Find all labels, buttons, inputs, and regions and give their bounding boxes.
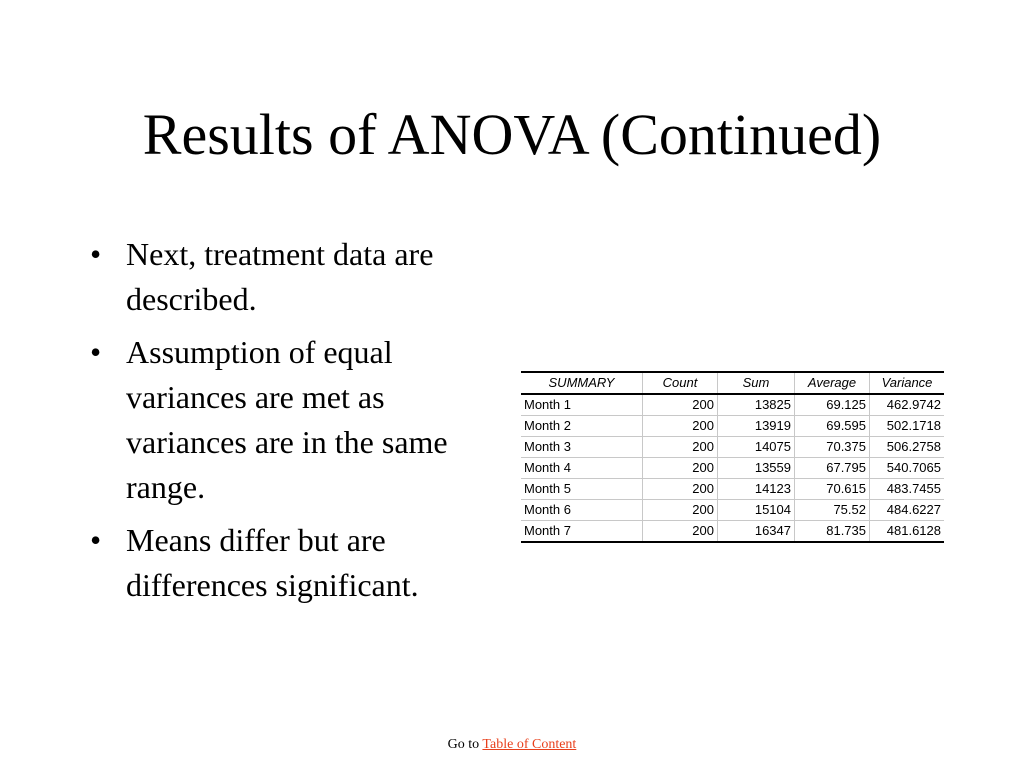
row-label: Month 5	[521, 479, 643, 500]
table-of-content-link[interactable]: Table of Content	[482, 737, 577, 752]
cell-average: 69.125	[795, 394, 870, 416]
cell-sum: 16347	[718, 521, 795, 543]
cell-variance: 483.7455	[870, 479, 945, 500]
cell-variance: 506.2758	[870, 437, 945, 458]
row-label: Month 7	[521, 521, 643, 543]
row-label: Month 2	[521, 416, 643, 437]
header-variance: Variance	[870, 372, 945, 394]
header-sum: Sum	[718, 372, 795, 394]
cell-variance: 540.7065	[870, 458, 945, 479]
bullet-dot-icon: •	[90, 334, 102, 370]
table-row	[521, 416, 944, 437]
row-label: Month 6	[521, 500, 643, 521]
table-row	[521, 394, 944, 416]
row-label: Month 4	[521, 458, 643, 479]
cell-count: 200	[643, 500, 718, 521]
cell-variance: 462.9742	[870, 394, 945, 416]
cell-sum: 14075	[718, 437, 795, 458]
cell-count: 200	[643, 437, 718, 458]
cell-sum: 13559	[718, 458, 795, 479]
cell-count: 200	[643, 394, 718, 416]
table-row	[521, 521, 944, 543]
cell-variance: 484.6227	[870, 500, 945, 521]
header-average: Average	[795, 372, 870, 394]
cell-average: 70.615	[795, 479, 870, 500]
cell-count: 200	[643, 458, 718, 479]
bullet-item	[80, 330, 500, 510]
cell-average: 69.595	[795, 416, 870, 437]
cell-sum: 14123	[718, 479, 795, 500]
table-row	[521, 500, 944, 521]
cell-average: 67.795	[795, 458, 870, 479]
table-header-row	[521, 372, 944, 394]
cell-sum: 13825	[718, 394, 795, 416]
summary-table	[521, 371, 944, 543]
row-label: Month 1	[521, 394, 643, 416]
bullet-text: Means differ but are differences significant.	[126, 522, 419, 603]
bullet-text: Assumption of equal variances are met as variances are in the same range.	[126, 334, 448, 505]
cell-average: 70.375	[795, 437, 870, 458]
table-row	[521, 437, 944, 458]
cell-sum: 15104	[718, 500, 795, 521]
footer-prefix: Go to	[447, 737, 480, 752]
cell-sum: 13919	[718, 416, 795, 437]
cell-variance: 502.1718	[870, 416, 945, 437]
table-row	[521, 458, 944, 479]
row-label: Month 3	[521, 437, 643, 458]
bullet-dot-icon: •	[90, 522, 102, 558]
table-row	[521, 479, 944, 500]
cell-average: 81.735	[795, 521, 870, 543]
bullet-item	[80, 518, 500, 608]
cell-variance: 481.6128	[870, 521, 945, 543]
cell-average: 75.52	[795, 500, 870, 521]
cell-count: 200	[643, 416, 718, 437]
cell-count: 200	[643, 479, 718, 500]
header-count: Count	[643, 372, 718, 394]
bullet-item	[80, 232, 500, 322]
bullet-text: Next, treatment data are described.	[126, 236, 434, 317]
cell-count: 200	[643, 521, 718, 543]
bullet-list	[80, 232, 500, 616]
header-summary: SUMMARY	[521, 372, 643, 394]
footer-nav	[0, 736, 1024, 754]
slide-title: Results of ANOVA (Continued)	[142, 102, 882, 167]
bullet-dot-icon: •	[90, 236, 102, 272]
